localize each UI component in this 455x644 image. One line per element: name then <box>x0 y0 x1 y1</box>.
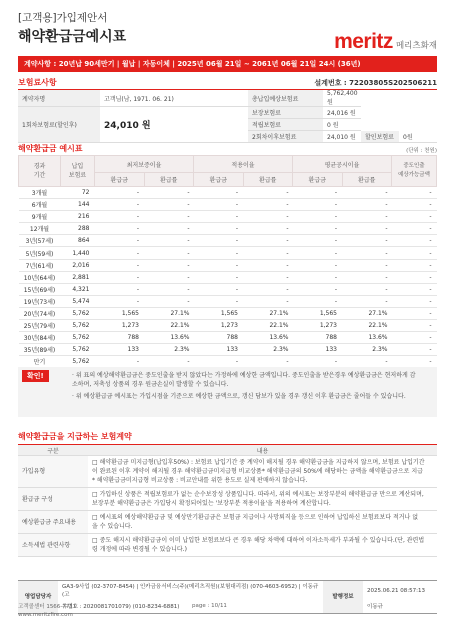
refund-period-cell: 7년(61세) <box>19 259 61 271</box>
refund-value-cell: - <box>392 223 437 235</box>
refund-row <box>19 295 437 307</box>
meaning-line: 을 수 있습니다. <box>92 523 133 530</box>
sales-label: 영업담당자 <box>18 581 58 614</box>
meaning-category: 예상환급금 주요내용 <box>18 511 88 534</box>
refund-value-cell: 1,565 <box>293 307 343 319</box>
refund-row <box>19 271 437 283</box>
refund-header-row <box>19 156 437 173</box>
logo-wordmark: meritz <box>334 30 393 53</box>
rate-header: 환급률 <box>243 173 293 187</box>
refund-value-cell: 2,016 <box>61 259 95 271</box>
refund-value-cell: - <box>95 247 145 259</box>
refund-value-cell: - <box>342 235 392 247</box>
refund-value-cell: - <box>392 307 437 319</box>
issuer: 이동규 <box>367 604 383 610</box>
refund-value-cell: - <box>293 187 343 199</box>
refund-value-cell: 288 <box>61 223 95 235</box>
refund-value-cell: 22.1% <box>342 320 392 332</box>
meaning-content <box>88 511 437 534</box>
info-value: 24,016 원 <box>323 107 361 119</box>
meaning-line: □ 가입하신 상품은 적립보험료가 없는 순수보장성 상품입니다. 따라서, 위의 예시표는 보장부분의 해약환급금 만으로 계산되며, <box>92 491 424 498</box>
contract-banner: 계약사항 : 20년납 90세만기 | 월납 | 자동이체 | 2025년 06월 21일 ~ 2061년 06월 21일 24시 (36년) <box>18 56 437 72</box>
confirm-line: · 위 표의 예상해약환급금은 중도인출을 받지 않았다는 가정하에 예상한 금액입니다. 중도인출을 받은경우 예상환급금은 현저하게 감 <box>72 372 416 379</box>
refund-row <box>19 223 437 235</box>
footer-row <box>18 601 437 614</box>
info-row <box>18 90 437 107</box>
refund-value-cell: - <box>95 283 145 295</box>
document-type: [고객용]가입제안서 <box>18 12 108 24</box>
refund-value-cell: 1,565 <box>95 307 145 319</box>
info-label: 할인보험료 <box>361 131 399 143</box>
meaning-line: □ 예시표의 예상해약환급금 및 예상만기환급금은 보험금 지급이나 사망퇴직을 등으로 인하여 납입하신 보험료보다 적거나 없 <box>92 514 419 521</box>
refund-value-cell: 216 <box>61 211 95 223</box>
refund-value-cell: 788 <box>293 332 343 344</box>
refund-value-cell: 1,440 <box>61 247 95 259</box>
refund-value-cell: - <box>95 295 145 307</box>
amount-header: 환급금 <box>293 173 343 187</box>
design-number: 설계번호 : 72203805S202506211 <box>314 79 437 87</box>
confirm-line: · 위 예상환급금 예시표는 가입시점을 기준으로 예상한 금액으로, 갱신 담보가 있을 경우 갱신 이후 환급금은 줄어들 수 있습니다. <box>72 393 406 400</box>
refund-row <box>19 332 437 344</box>
refund-value-cell: - <box>144 235 194 247</box>
refund-value-cell: - <box>392 271 437 283</box>
refund-value-cell: - <box>144 187 194 199</box>
refund-value-cell: 2.3% <box>243 344 293 356</box>
refund-value-cell: - <box>95 199 145 211</box>
refund-value-cell: - <box>392 295 437 307</box>
refund-period-cell: 30년(84세) <box>19 332 61 344</box>
refund-value-cell: - <box>392 187 437 199</box>
refund-period-cell: 3년(57세) <box>19 235 61 247</box>
refund-value-cell: 788 <box>194 332 244 344</box>
refund-value-cell: - <box>194 295 244 307</box>
refund-value-cell: - <box>342 187 392 199</box>
refund-value-cell: - <box>392 344 437 356</box>
refund-value-cell: 22.1% <box>144 320 194 332</box>
refund-value-cell: - <box>95 211 145 223</box>
refund-value-cell: 22.1% <box>243 320 293 332</box>
refund-value-cell: - <box>243 271 293 283</box>
refund-value-cell: 13.6% <box>144 332 194 344</box>
refund-value-cell: - <box>392 211 437 223</box>
rate-header: 환급률 <box>342 173 392 187</box>
refund-period-cell: 6개월 <box>19 199 61 211</box>
refund-value-cell: - <box>144 271 194 283</box>
meaning-row <box>18 456 437 488</box>
refund-row <box>19 235 437 247</box>
refund-value-cell: - <box>194 247 244 259</box>
refund-value-cell: - <box>342 356 392 368</box>
premium-info-table <box>18 89 437 143</box>
refund-value-cell: - <box>342 283 392 295</box>
refund-value-cell: - <box>144 259 194 271</box>
refund-row <box>19 259 437 271</box>
company-logo <box>334 30 437 54</box>
amount-header: 환급금 <box>95 173 145 187</box>
refund-value-cell: - <box>392 259 437 271</box>
refund-value-cell: - <box>293 199 343 211</box>
refund-value-cell: - <box>243 199 293 211</box>
refund-value-cell: 72 <box>61 187 95 199</box>
refund-value-cell: - <box>392 199 437 211</box>
first-premium-label: 1회차보험료(할인후) <box>18 107 100 143</box>
info-row <box>18 107 437 119</box>
refund-value-cell: - <box>392 283 437 295</box>
refund-value-cell: 4,321 <box>61 283 95 295</box>
meaning-category: 가입유형 <box>18 456 88 488</box>
refund-value-cell: - <box>194 199 244 211</box>
refund-value-cell: - <box>95 187 145 199</box>
contractor-value: 고객님(남, 1971. 06. 21) <box>100 90 248 107</box>
refund-period-cell: 19년(73세) <box>19 295 61 307</box>
category-header: 구분 <box>18 445 88 456</box>
refund-value-cell: - <box>342 295 392 307</box>
refund-value-cell: - <box>144 295 194 307</box>
refund-value-cell: 5,762 <box>61 307 95 319</box>
page-number: page : 10/11 <box>192 603 227 609</box>
refund-row <box>19 211 437 223</box>
apply-rate-header: 적용이율 <box>194 156 293 173</box>
info-value: 5,762,400원 <box>323 90 361 107</box>
logo-subtitle: 메리츠화재 <box>395 41 437 51</box>
refund-value-cell: - <box>342 211 392 223</box>
refund-value-cell: 27.1% <box>342 307 392 319</box>
refund-value-cell: - <box>342 223 392 235</box>
expected-withdraw-header: 중도인출 예상가능금액 <box>392 156 437 187</box>
refund-value-cell: 5,762 <box>61 356 95 368</box>
issue-date: 2025.06.21 08:57:13 <box>367 588 425 594</box>
refund-value-cell: - <box>392 332 437 344</box>
confirm-line: 소하며, 저축성 상품의 경우 원금손실이 발생할 수 있습니다. <box>72 381 229 388</box>
refund-value-cell: - <box>342 247 392 259</box>
refund-value-cell: - <box>293 223 343 235</box>
refund-value-cell: - <box>392 247 437 259</box>
refund-value-cell: 2,881 <box>61 271 95 283</box>
refund-value-cell: - <box>243 187 293 199</box>
refund-value-cell: - <box>293 356 343 368</box>
refund-value-cell: - <box>342 199 392 211</box>
refund-period-cell: 15년(69세) <box>19 283 61 295</box>
meaning-line: □ 해약환급금 미지급형(납입후50%) : 보험료 납입기간 중 계약이 해지될 경우 해약환급금을 지급하지 않으며, 보험료 납입기간 <box>92 459 425 466</box>
refund-row <box>19 187 437 199</box>
refund-value-cell: 144 <box>61 199 95 211</box>
refund-value-cell: 864 <box>61 235 95 247</box>
meaning-content <box>88 534 437 557</box>
refund-value-cell: - <box>243 247 293 259</box>
refund-value-cell: - <box>95 235 145 247</box>
refund-value-cell: - <box>392 235 437 247</box>
refund-period-cell: 25년(79세) <box>19 320 61 332</box>
second-premium-value: 24,010 원 <box>323 131 361 143</box>
refund-period-cell: 5년(59세) <box>19 247 61 259</box>
unit-note: (단위 : 천원) <box>406 148 437 154</box>
refund-value-cell: - <box>95 271 145 283</box>
refund-period-cell: 3개월 <box>19 187 61 199</box>
contractor-label: 계약자명 <box>18 90 100 107</box>
refund-value-cell: 5,762 <box>61 320 95 332</box>
rate-header: 환급률 <box>144 173 194 187</box>
min-rate-header: 최저보증이율 <box>95 156 194 173</box>
refund-value-cell: 13.6% <box>342 332 392 344</box>
refund-value-cell: - <box>194 356 244 368</box>
meaning-line: 보장부분 해약환급금은 가입당시 확정되어있는 '보장부분 적용이율'을 적용하여 계산합니다. <box>92 500 331 507</box>
company-contact <box>18 603 76 619</box>
info-label: 적립보험료 <box>248 119 323 131</box>
info-label: 보장보험료 <box>248 107 323 119</box>
avg-rate-header: 평균공시이율 <box>293 156 392 173</box>
meaning-content <box>88 456 437 488</box>
refund-period-cell: 35년(89세) <box>19 344 61 356</box>
info-value: 0원 <box>399 131 437 143</box>
refund-table <box>18 155 437 368</box>
meaning-row <box>18 488 437 511</box>
refund-value-cell: - <box>243 211 293 223</box>
confirm-notice <box>18 367 437 417</box>
refund-value-cell: - <box>95 259 145 271</box>
refund-value-cell: - <box>144 211 194 223</box>
refund-value-cell: 5,762 <box>61 332 95 344</box>
refund-value-cell: - <box>293 211 343 223</box>
sales-info: 유번호 : 2020081701079) (010-8234-6881) <box>62 604 180 610</box>
meaning-section-title: 해약환급금을 지급하는 보험계약 <box>18 432 132 441</box>
refund-period-cell: 10년(64세) <box>19 271 61 283</box>
refund-value-cell: 13.6% <box>243 332 293 344</box>
paid-header: 납입 보험료 <box>61 156 95 187</box>
refund-value-cell: 788 <box>95 332 145 344</box>
refund-row <box>19 344 437 356</box>
refund-period-cell: 20년(74세) <box>19 307 61 319</box>
refund-value-cell: 1,565 <box>194 307 244 319</box>
refund-value-cell: 133 <box>95 344 145 356</box>
refund-value-cell: 2.3% <box>144 344 194 356</box>
website-link[interactable]: www.meritzfire.com <box>18 612 73 618</box>
refund-value-cell: - <box>194 259 244 271</box>
footer-row <box>18 581 437 602</box>
refund-row <box>19 307 437 319</box>
refund-value-cell: - <box>342 259 392 271</box>
refund-period-cell: 12개월 <box>19 223 61 235</box>
meaning-category: 소득세법 관련사항 <box>18 534 88 557</box>
meaning-row <box>18 534 437 557</box>
refund-value-cell: - <box>293 283 343 295</box>
refund-value-cell: - <box>243 283 293 295</box>
issue-label: 발행정보 <box>323 581 363 614</box>
refund-value-cell: - <box>293 235 343 247</box>
page-title: 해약환급금예시표 <box>18 29 127 45</box>
refund-value-cell: - <box>194 187 244 199</box>
refund-value-cell: 27.1% <box>144 307 194 319</box>
refund-value-cell: - <box>194 235 244 247</box>
refund-value-cell: 1,273 <box>194 320 244 332</box>
refund-value-cell: - <box>293 247 343 259</box>
refund-value-cell: 5,474 <box>61 295 95 307</box>
refund-row <box>19 283 437 295</box>
refund-value-cell: - <box>243 235 293 247</box>
amount-header: 환급금 <box>194 173 244 187</box>
confirm-badge: 확인! <box>22 370 49 382</box>
refund-period-cell: 만기 <box>19 356 61 368</box>
meaning-line: 이 완료된 이후 계약이 해지될 경우 해약환급금미지급형 비교상품* 해약환급금의 50%에 해당하는 금액을 해약환급금으로 지급 <box>92 468 423 475</box>
refund-value-cell: - <box>293 271 343 283</box>
meaning-line: □ 중도 해지시 해약환급금이 이미 납입한 보험료보다 큰 경우 해당 차액에 대하여 이자소득세가 부과될 수 있습니다.(단, 관련법 <box>92 537 425 544</box>
refund-value-cell: 27.1% <box>243 307 293 319</box>
meaning-header-row <box>18 445 437 456</box>
sales-info: GA3-9사업 (02-3707-8454) | 인카금융서비스(주)(메리츠직원)(보험대리점) (070-4603-6952) | 이동규(고 <box>62 584 319 598</box>
footer-info <box>18 580 437 614</box>
first-premium-value: 24,010 원 <box>100 107 248 143</box>
refund-value-cell: - <box>243 356 293 368</box>
refund-value-cell: - <box>95 223 145 235</box>
meaning-line: 령 개정에 따라 변경될 수 있습니다.) <box>92 546 187 553</box>
refund-value-cell: - <box>243 223 293 235</box>
refund-row <box>19 320 437 332</box>
refund-value-cell: 2.3% <box>342 344 392 356</box>
refund-row <box>19 247 437 259</box>
meaning-line: * 해약환급금미지급형 비교상품 : 비교안내를 위한 용도로 실제 판매하지 않습니다. <box>92 477 308 484</box>
premium-section-title: 보험료사항 <box>18 78 57 87</box>
refund-value-cell: - <box>144 356 194 368</box>
meaning-table <box>18 444 437 557</box>
refund-value-cell: 133 <box>293 344 343 356</box>
refund-value-cell: 133 <box>194 344 244 356</box>
content-header: 내용 <box>88 445 437 456</box>
info-value: 0 원 <box>323 119 361 131</box>
refund-value-cell: - <box>194 271 244 283</box>
info-label: 총납입예상보험료 <box>248 90 323 107</box>
meaning-content <box>88 488 437 511</box>
refund-value-cell: - <box>144 223 194 235</box>
refund-value-cell: - <box>342 271 392 283</box>
refund-value-cell: 1,273 <box>95 320 145 332</box>
refund-value-cell: - <box>243 295 293 307</box>
refund-value-cell: - <box>194 211 244 223</box>
refund-value-cell: 1,273 <box>293 320 343 332</box>
refund-value-cell: - <box>293 259 343 271</box>
meaning-category: 환급금 구성 <box>18 488 88 511</box>
second-premium-label: 2회차이후보험료 <box>248 131 323 143</box>
refund-value-cell: - <box>144 199 194 211</box>
meaning-row <box>18 511 437 534</box>
refund-period-cell: 9개월 <box>19 211 61 223</box>
refund-value-cell: - <box>293 295 343 307</box>
refund-value-cell: - <box>194 223 244 235</box>
refund-value-cell: - <box>95 356 145 368</box>
refund-value-cell: 5,762 <box>61 344 95 356</box>
refund-value-cell: - <box>392 356 437 368</box>
refund-value-cell: - <box>194 283 244 295</box>
call-center: 고객콜센터 1566-7711 <box>18 604 77 610</box>
refund-value-cell: - <box>144 247 194 259</box>
refund-value-cell: - <box>144 283 194 295</box>
refund-value-cell: - <box>243 259 293 271</box>
refund-row <box>19 199 437 211</box>
period-header: 경과 기간 <box>19 156 61 187</box>
refund-section-title: 해약환급금 예시표 <box>18 144 83 153</box>
refund-value-cell: - <box>392 320 437 332</box>
